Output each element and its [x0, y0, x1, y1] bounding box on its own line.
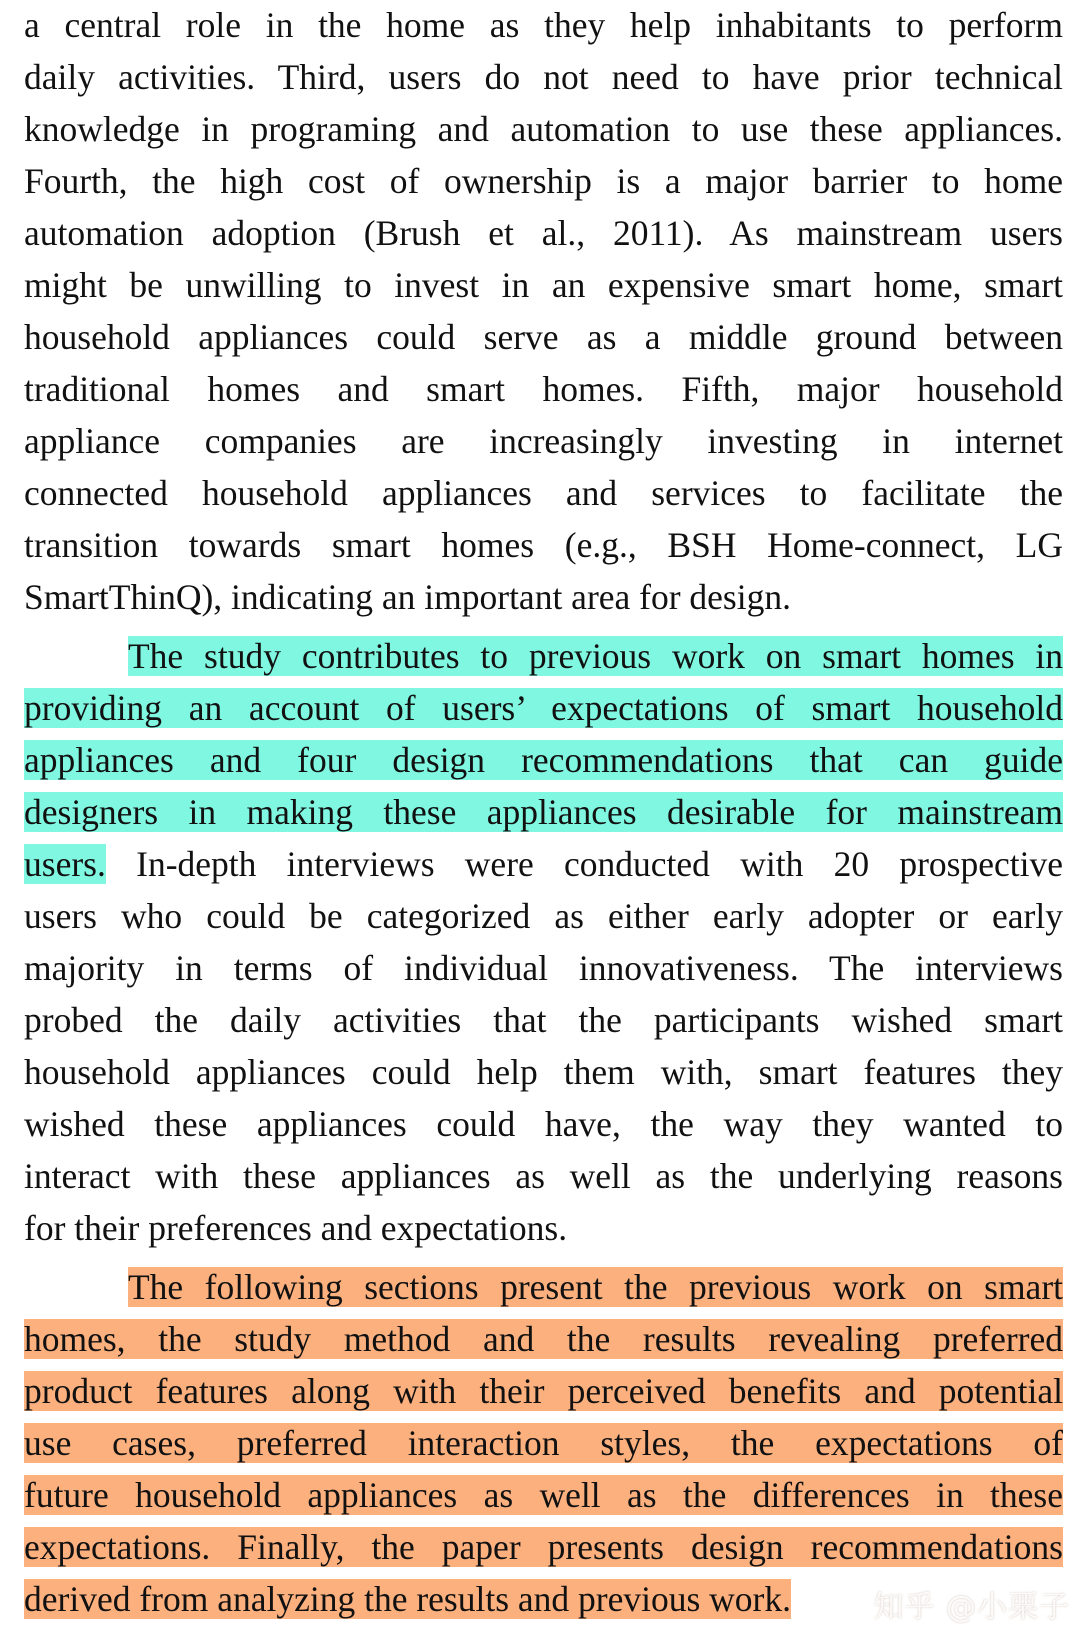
- text-line: knowledge in programing and automation to use these appliances.: [24, 109, 1063, 149]
- highlighted-text: providing an account of users’ expectations of smart household: [24, 688, 1063, 728]
- text-line: [24, 1418, 1063, 1470]
- highlighted-text: derived from analyzing the results and previous work.: [24, 1579, 791, 1619]
- text-line: for their preferences and expectations.: [24, 1208, 568, 1248]
- text-line: wished these appliances could have, the way they wanted to: [24, 1104, 1063, 1144]
- text-line: might be unwilling to invest in an expensive smart home, smart: [24, 265, 1063, 305]
- text-line: [24, 839, 1063, 891]
- text-line: probed the daily activities that the participants wished smart: [24, 1000, 1063, 1040]
- paragraph-2: [24, 631, 1063, 1255]
- paragraph-1: [24, 0, 1063, 624]
- text-line: [24, 683, 1063, 735]
- text-line: users who could be categorized as either early adopter or early: [24, 896, 1063, 936]
- document-page: [24, 0, 1063, 1626]
- watermark: 知乎 @小栗子: [873, 1590, 1070, 1625]
- highlighted-text: expectations. Finally, the paper presents design recommendations: [24, 1527, 1063, 1567]
- text-line: [24, 631, 1063, 683]
- text-line: daily activities. Third, users do not need to have prior technical: [24, 57, 1063, 97]
- highlighted-text: users.: [24, 844, 106, 884]
- plain-text: In-depth interviews were conducted with 20 prospective: [105, 844, 1063, 884]
- text-line: [24, 1366, 1063, 1418]
- text-line: a central role in the home as they help inhabitants to perform: [24, 5, 1063, 45]
- text-line: [24, 1262, 1063, 1314]
- highlighted-text: appliances and four design recommendations that can guide: [24, 740, 1063, 780]
- text-line: traditional homes and smart homes. Fifth, major household: [24, 369, 1063, 409]
- text-line: interact with these appliances as well as the underlying reasons: [24, 1156, 1063, 1196]
- text-line: household appliances could help them with, smart features they: [24, 1052, 1063, 1092]
- highlighted-text: The study contributes to previous work on smart homes in: [128, 636, 1063, 676]
- text-line: [24, 787, 1063, 839]
- highlighted-text: The following sections present the previous work on smart: [128, 1267, 1063, 1307]
- text-line: household appliances could serve as a middle ground between: [24, 317, 1063, 357]
- text-line: SmartThinQ), indicating an important area for design.: [24, 577, 791, 617]
- text-line: connected household appliances and services to facilitate the: [24, 473, 1063, 513]
- highlighted-text: product features along with their perceived benefits and potential: [24, 1371, 1063, 1411]
- text-line: [24, 1314, 1063, 1366]
- text-line: [24, 1470, 1063, 1522]
- text-line: Fourth, the high cost of ownership is a major barrier to home: [24, 161, 1063, 201]
- text-line: majority in terms of individual innovativeness. The interviews: [24, 948, 1063, 988]
- text-line: [24, 735, 1063, 787]
- text-line: [24, 1522, 1063, 1574]
- highlighted-text: future household appliances as well as the differences in these: [24, 1475, 1063, 1515]
- highlighted-text: use cases, preferred interaction styles, the expectations of: [24, 1423, 1063, 1463]
- text-line: automation adoption (Brush et al., 2011). As mainstream users: [24, 213, 1063, 253]
- highlighted-text: designers in making these appliances desirable for mainstream: [24, 792, 1063, 832]
- paragraph-3: [24, 1262, 1063, 1626]
- text-line: transition towards smart homes (e.g., BSH Home-connect, LG: [24, 525, 1063, 565]
- text-line: appliance companies are increasingly investing in internet: [24, 421, 1063, 461]
- highlighted-text: homes, the study method and the results revealing preferred: [24, 1319, 1063, 1359]
